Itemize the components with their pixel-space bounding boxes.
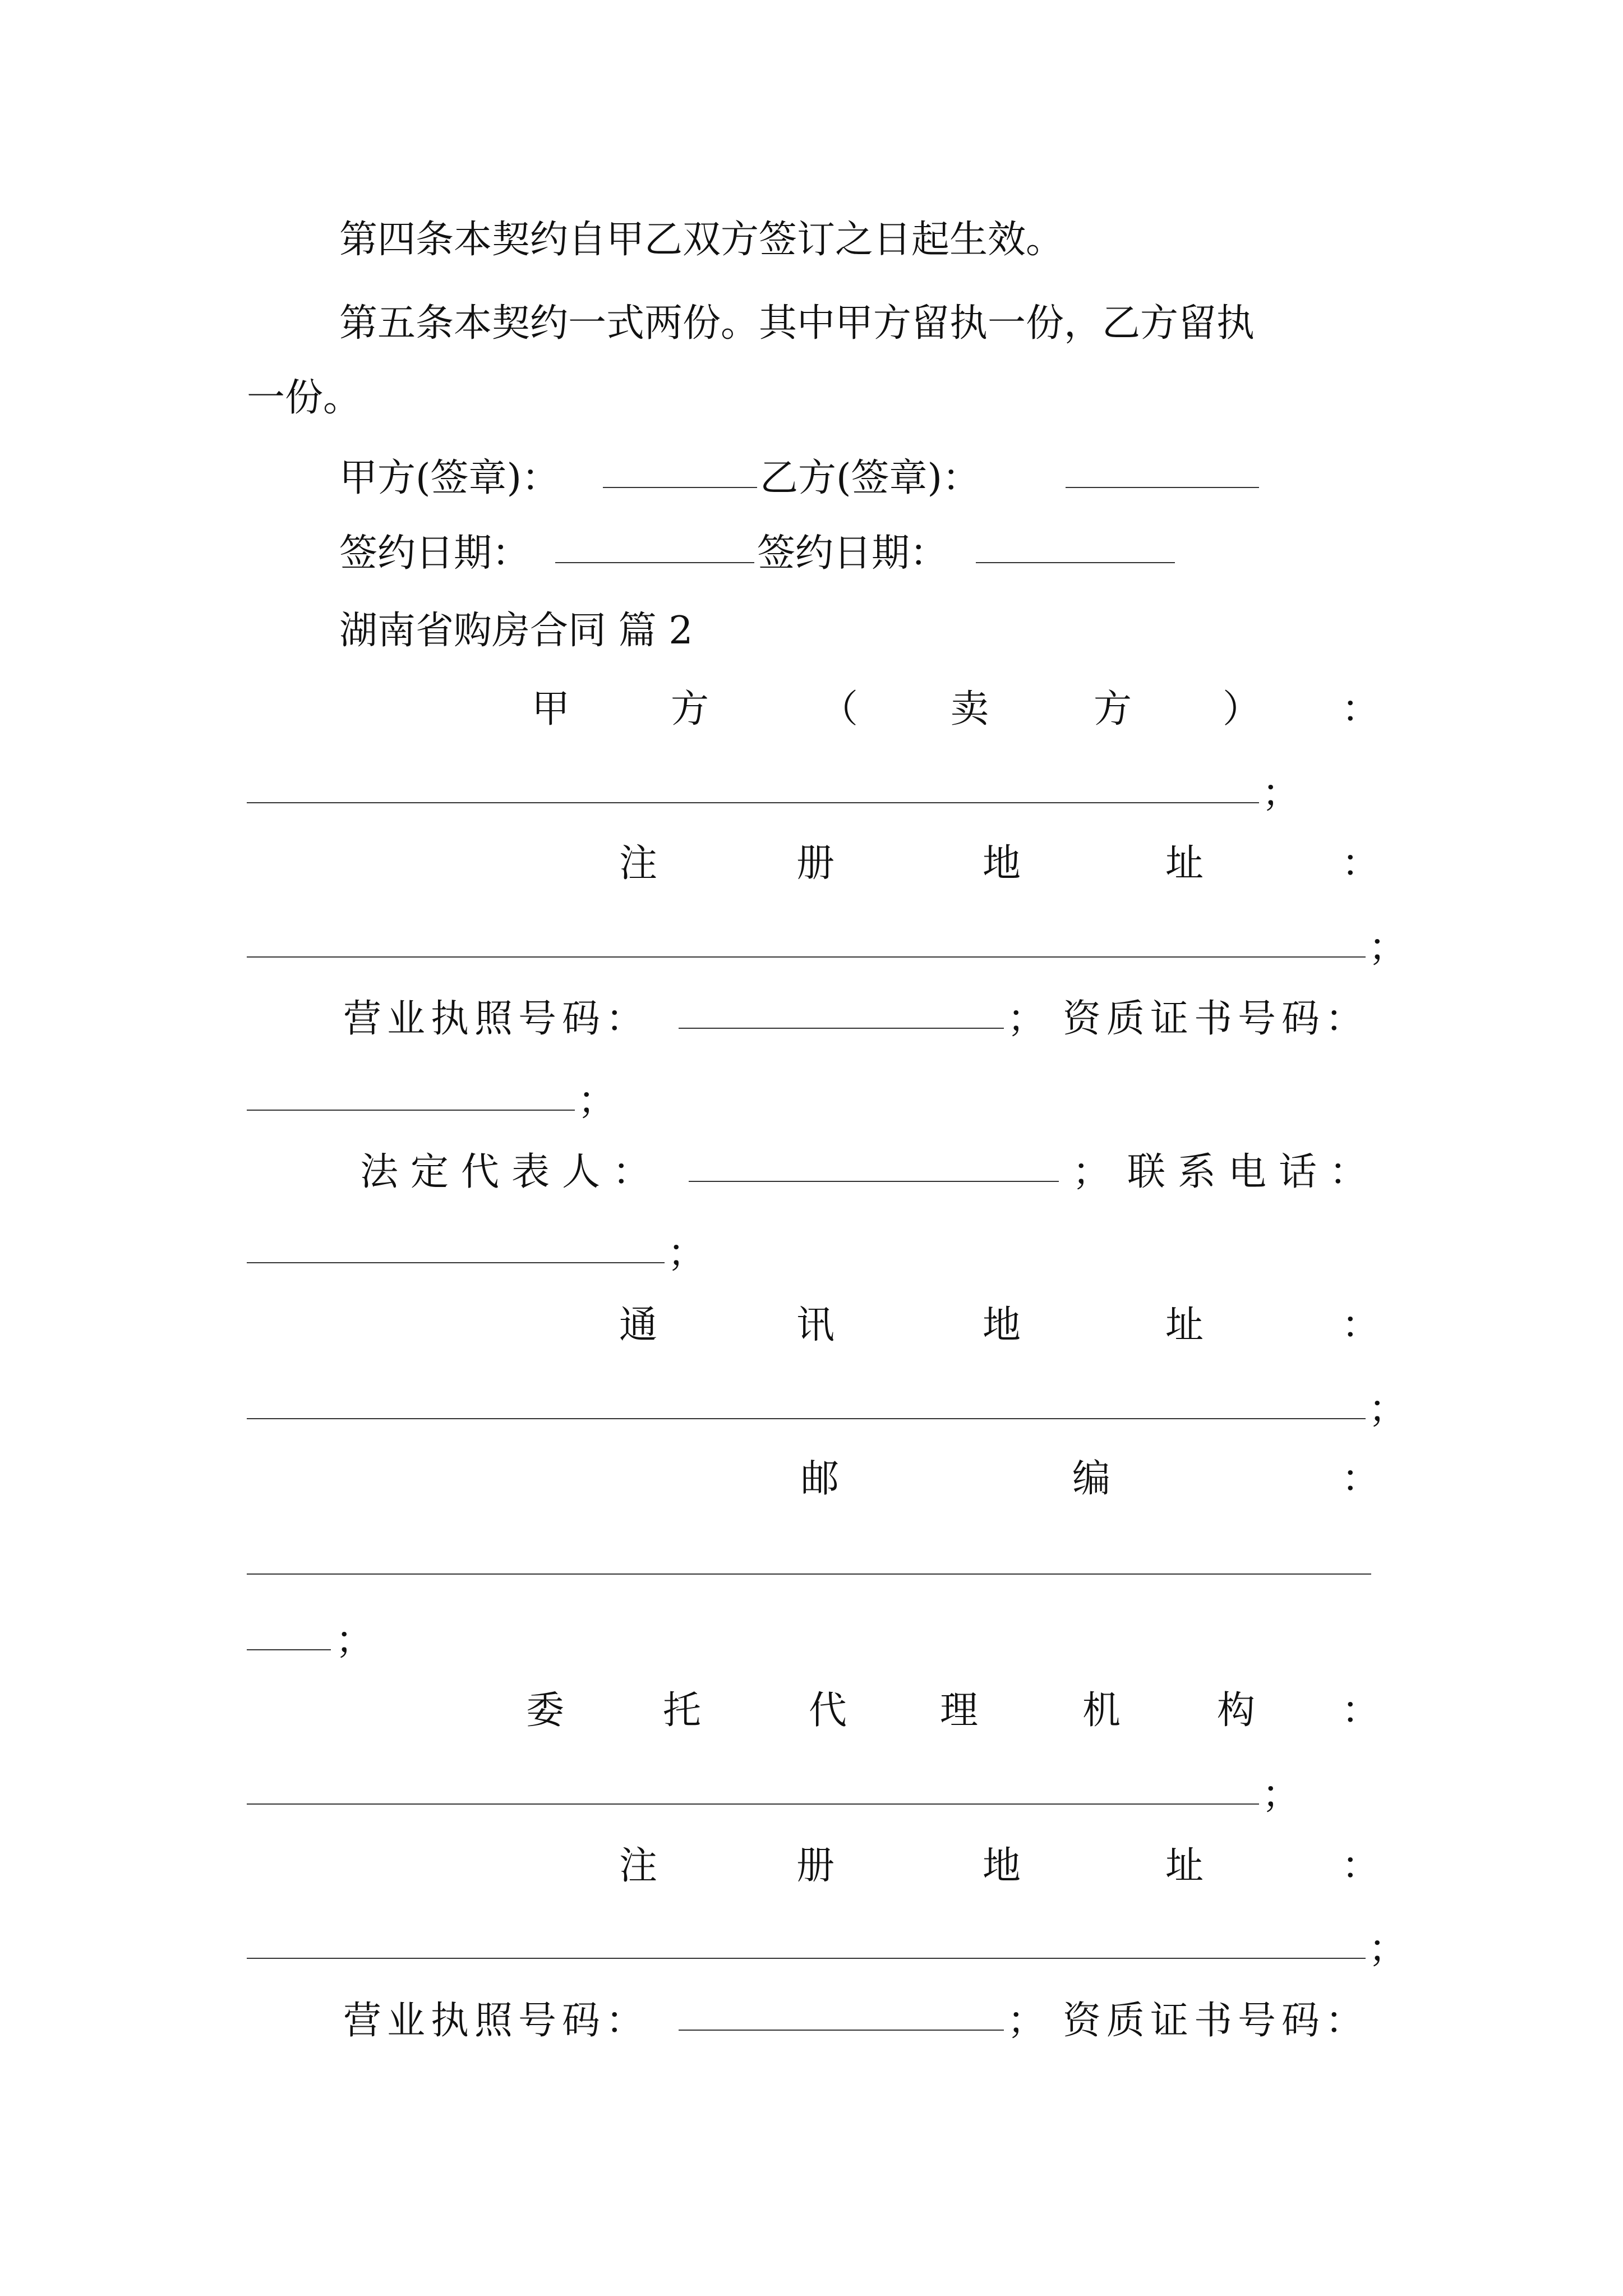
postcode-blank-cont: [247, 1649, 331, 1650]
agency-char: 委: [526, 1688, 565, 1733]
article-5-text: 第五条本契约一式两份。其中甲方留执一份，乙方留执: [339, 301, 1255, 346]
signature-line: [0, 453, 1623, 504]
mail-address-blank: [247, 1418, 1366, 1419]
reg-address-blank: [247, 956, 1366, 958]
qualification-blank-line: [0, 1076, 1623, 1126]
license-blank: [679, 1028, 1004, 1029]
article-4-text: 第四条本契约自甲乙双方签订之日起生效。: [339, 218, 1064, 262]
reg-address-label-line: [0, 839, 1623, 889]
postcode-blank-line: [0, 1540, 1623, 1590]
article-5-line: [0, 298, 1623, 349]
license-label: 营业执照号码：: [343, 997, 650, 1041]
mail-address-semicolon: ；: [1368, 1387, 1407, 1432]
postcode-label-line: [0, 1454, 1623, 1504]
agency-char: 理: [940, 1688, 979, 1733]
agency-reg-address-blank: [247, 1958, 1366, 1959]
seller-label-char: （: [820, 687, 859, 731]
agency-blank-line: [0, 1770, 1623, 1820]
agency-label-line: [0, 1686, 1623, 1736]
seller-blank: [247, 802, 1259, 803]
sign-date-line: [0, 528, 1623, 579]
reg-address-char: 址: [1165, 841, 1204, 886]
reg-address-colon: ：: [1341, 841, 1380, 886]
phone-label: 联系电话：: [1127, 1150, 1380, 1194]
postcode-char: 编: [1072, 1457, 1111, 1501]
agency-reg-address-char: 册: [796, 1844, 835, 1888]
legal-rep-label: 法定代表人：: [360, 1150, 663, 1194]
mail-address-char: 通: [619, 1303, 658, 1347]
party-b-sign-blank: [1066, 487, 1259, 488]
seller-label-char: 方: [1094, 687, 1132, 731]
agency-license-label: 营业执照号码：: [343, 1999, 650, 2043]
seller-label-line: [0, 684, 1623, 735]
agency-blank: [247, 1803, 1259, 1805]
postcode-char: 邮: [801, 1457, 840, 1501]
mail-address-char: 地: [983, 1303, 1021, 1347]
seller-label-char: ：: [1341, 687, 1380, 731]
agency-reg-address-char: 注: [619, 1844, 658, 1888]
reg-address-char: 注: [619, 841, 658, 886]
section-title: 湖南省购房合同 篇 2: [339, 609, 693, 653]
party-a-date-blank: [555, 562, 754, 563]
party-b-date-label: 签约日期：: [757, 531, 948, 576]
reg-address-char: 册: [796, 841, 835, 886]
license-line: [0, 994, 1623, 1045]
qualification-label: 资质证书号码：: [1063, 997, 1370, 1041]
article-4-line: [0, 215, 1623, 265]
seller-semicolon: ；: [1262, 771, 1301, 816]
agency-semicolon: ；: [1262, 1773, 1301, 1817]
agency-reg-address-char: 址: [1165, 1844, 1204, 1888]
legal-rep-blank: [689, 1181, 1059, 1182]
reg-address-blank-line: [0, 923, 1623, 973]
article-5-text-cont: 一份。: [247, 376, 362, 420]
mail-address-colon: ：: [1341, 1303, 1380, 1347]
seller-label-char: 方: [671, 687, 709, 731]
mail-address-blank-line: [0, 1384, 1623, 1435]
party-a-sign-blank: [603, 487, 757, 488]
qualification-semicolon: ；: [578, 1079, 616, 1123]
party-a-date-label: 签约日期：: [339, 531, 531, 576]
qualification-blank: [247, 1110, 575, 1111]
agency-license-blank: [679, 2030, 1004, 2031]
party-b-sign-label: 乙方(签章)：: [760, 456, 981, 500]
agency-license-semicolon: ；: [1007, 1999, 1046, 2043]
mail-address-char: 址: [1165, 1303, 1204, 1347]
agency-char: 机: [1082, 1688, 1121, 1733]
license-semicolon: ；: [1007, 997, 1046, 1041]
reg-address-char: 地: [983, 841, 1021, 886]
legal-rep-semicolon: ；: [1072, 1150, 1111, 1194]
section-title-line: [0, 606, 1623, 656]
party-b-date-blank: [976, 562, 1175, 563]
agency-reg-address-colon: ：: [1341, 1844, 1380, 1888]
agency-reg-address-label-line: [0, 1841, 1623, 1892]
phone-semicolon: ；: [667, 1231, 706, 1276]
mail-address-char: 讯: [796, 1303, 835, 1347]
postcode-blank-line-2: [0, 1616, 1623, 1666]
agency-qualification-label: 资质证书号码：: [1063, 1999, 1370, 2043]
reg-address-semicolon: ；: [1368, 926, 1407, 970]
agency-char: 托: [663, 1688, 702, 1733]
seller-label-char: 卖: [951, 687, 989, 731]
phone-blank: [247, 1262, 665, 1263]
postcode-semicolon: ；: [335, 1618, 374, 1663]
seller-blank-line: [0, 769, 1623, 819]
agency-reg-address-char: 地: [983, 1844, 1021, 1888]
agency-colon: ：: [1341, 1688, 1380, 1733]
seller-label-char: 甲: [532, 687, 570, 731]
agency-reg-address-semicolon: ；: [1368, 1927, 1407, 1971]
article-5-line-2: [0, 373, 1623, 424]
phone-blank-line: [0, 1228, 1623, 1279]
party-a-sign-label: 甲方(签章)：: [339, 456, 560, 500]
postcode-blank: [247, 1573, 1371, 1575]
mail-address-label-line: [0, 1300, 1623, 1351]
agency-char: 代: [809, 1688, 847, 1733]
postcode-colon: ：: [1341, 1457, 1380, 1501]
agency-char: 构: [1217, 1688, 1256, 1733]
agency-reg-address-blank-line: [0, 1924, 1623, 1975]
seller-label-char: ）: [1223, 687, 1261, 731]
legal-rep-line: [0, 1147, 1623, 1198]
agency-license-line: [0, 1996, 1623, 2046]
